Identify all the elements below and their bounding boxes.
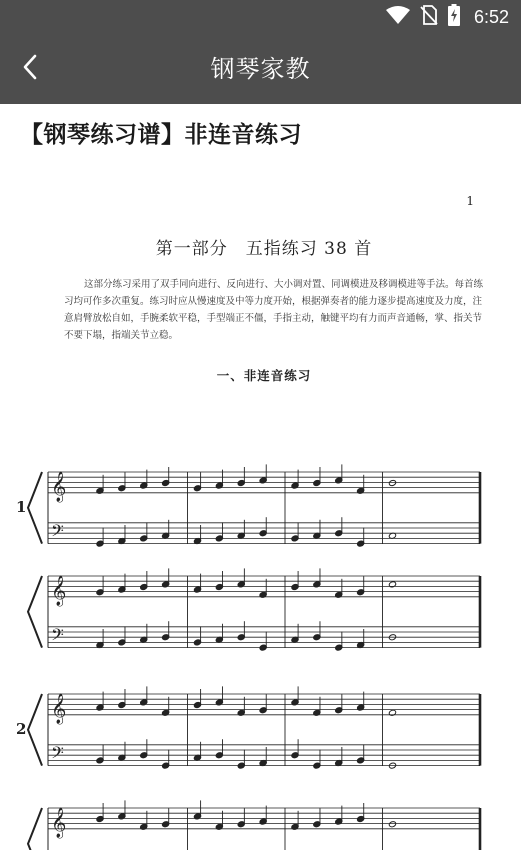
status-time: 6:52 <box>473 6 509 27</box>
article-title: 【钢琴练习谱】非连音练习 <box>20 122 302 148</box>
battery-charging-icon <box>448 4 460 30</box>
treble-clef: 𝄞 <box>51 471 67 502</box>
treble-clef: 𝄞 <box>51 575 67 606</box>
note-head <box>388 479 396 486</box>
article-content[interactable] <box>0 104 521 850</box>
page-number: 1 <box>466 194 474 208</box>
treble-clef: 𝄞 <box>51 693 67 724</box>
section-heading: 一、非连音练习 <box>216 368 312 383</box>
note-head <box>388 581 396 588</box>
brace <box>28 576 42 648</box>
treble-clef: 𝄞 <box>51 807 67 838</box>
wifi-icon <box>386 6 410 28</box>
brace <box>28 808 42 850</box>
exercise-number: 1 <box>16 497 27 516</box>
score-staves <box>14 166 514 850</box>
sheet-music-image <box>14 166 514 850</box>
intro-paragraph: 这部分练习采用了双手同向进行、反向进行、大小调对置、同调模进及移调模进等手法。每首练习均可作多次重复。练习时应从慢速度及中等力度开始，根据弹奏者的能力逐步提高速度及力度，注意肩臂放松自如，手腕柔软平稳，手型端正不僵，手指主动，触键平均有力而声音通畅，掌、指关节不要下塌，指端关节立稳。 <box>64 279 484 341</box>
no-sim-icon <box>420 5 438 29</box>
bass-clef: 𝄢 <box>51 624 64 649</box>
bass-clef: 𝄢 <box>51 520 64 545</box>
app-bar <box>0 34 521 104</box>
status-bar <box>0 0 521 34</box>
bass-clef: 𝄢 <box>51 742 64 767</box>
note-head <box>388 709 396 716</box>
part-heading: 第一部分 五指练习 38 首 <box>155 239 373 259</box>
exercise-number: 2 <box>16 719 27 738</box>
note-head <box>388 821 396 828</box>
brace <box>28 694 42 766</box>
brace <box>28 472 42 544</box>
app-title: 钢琴家教 <box>210 55 311 83</box>
